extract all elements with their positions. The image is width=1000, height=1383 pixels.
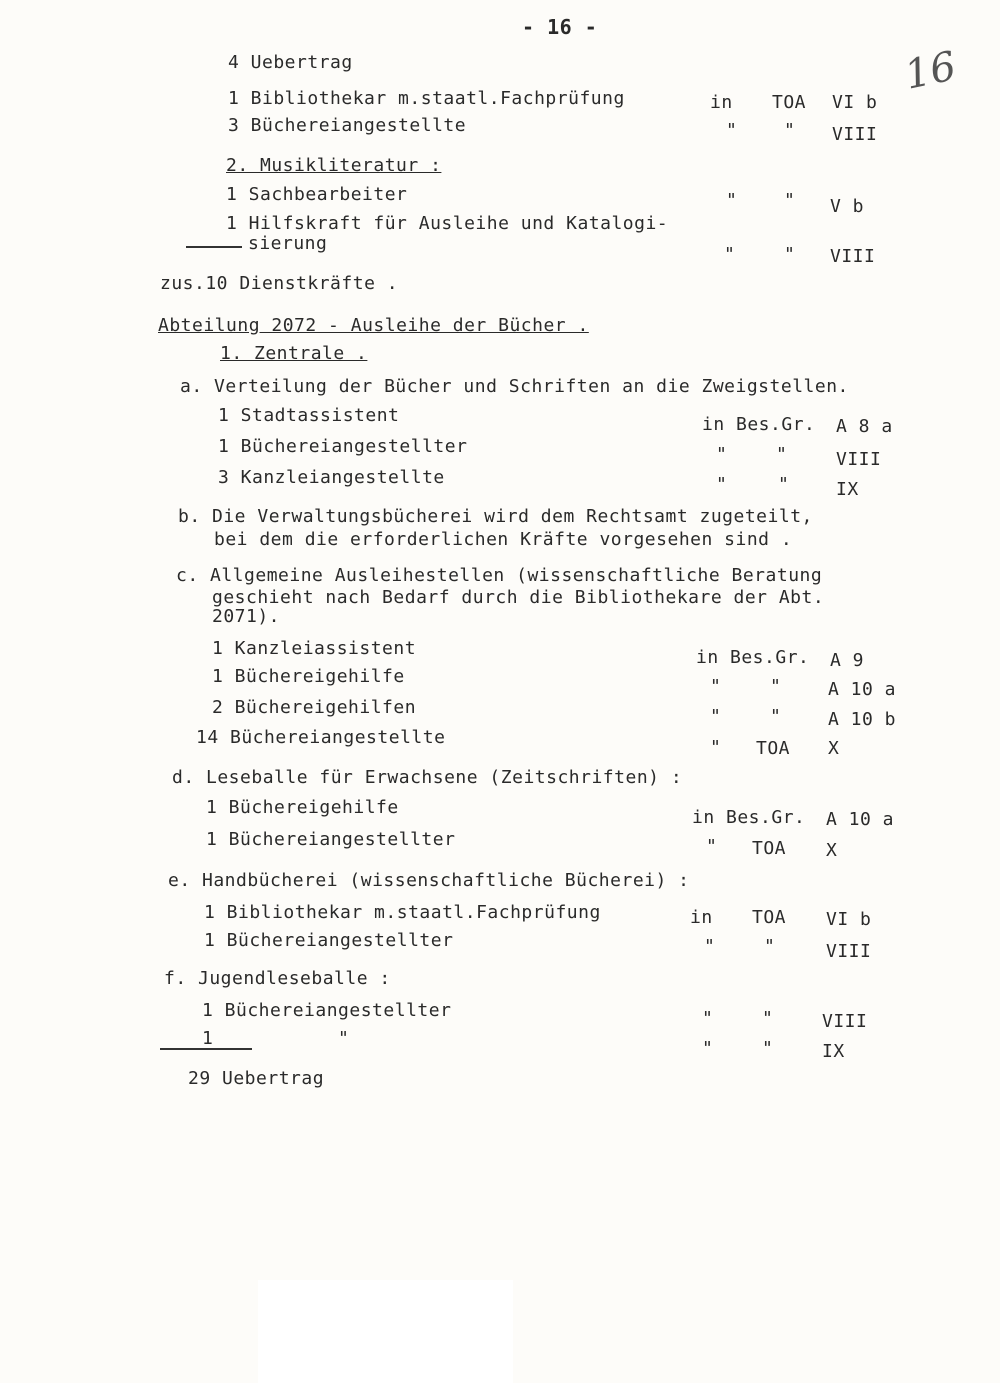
staff-item: 1 Büchereiangestellter xyxy=(218,436,468,457)
total-line: zus.10 Dienstkräfte . xyxy=(160,273,399,294)
staff-item: 1 Sachbearbeiter xyxy=(226,184,408,205)
col-grade: VI b xyxy=(826,909,872,930)
staff-item-continued: sierung xyxy=(248,233,328,254)
col-in: in xyxy=(710,92,733,113)
col-ditto: " xyxy=(784,120,796,141)
section-c-line: 2071). xyxy=(212,606,281,627)
staff-ditto: " xyxy=(338,1028,350,1049)
section-f-title: f. Jugendleseballe : xyxy=(164,968,391,989)
col-grade: IX xyxy=(822,1041,845,1062)
col-toa: TOA xyxy=(752,838,787,859)
col-grade: A 10 a xyxy=(828,679,897,700)
section-e-title: e. Handbücherei (wissenschaftliche Bücherei) : xyxy=(168,870,690,891)
col-grade: X xyxy=(826,840,838,861)
col-grade: VIII xyxy=(836,449,882,470)
col-toa: TOA xyxy=(772,92,807,113)
col-grade: A 10 b xyxy=(828,709,897,730)
col-in: in Bes.Gr. xyxy=(696,647,810,668)
col-ditto: " xyxy=(726,190,738,211)
carry-in-line: 4 Uebertrag xyxy=(228,52,353,73)
col-ditto: " xyxy=(770,706,782,727)
staff-item: 1 Büchereigehilfe xyxy=(212,666,405,687)
staff-item: 1 Bibliothekar m.staatl.Fachprüfung xyxy=(228,88,625,109)
col-in: in xyxy=(690,907,713,928)
staff-item: 1 Kanzleiassistent xyxy=(212,638,417,659)
col-in: in Bes.Gr. xyxy=(692,807,806,828)
staff-item: 1 Stadtassistent xyxy=(218,405,400,426)
col-in: in Bes.Gr. xyxy=(702,414,816,435)
col-ditto: " xyxy=(762,1008,774,1029)
staff-item: 1 Büchereiangestellter xyxy=(204,930,454,951)
col-ditto: " xyxy=(770,676,782,697)
staff-item: 1 xyxy=(202,1028,214,1049)
col-grade: X xyxy=(828,738,840,759)
zentrale-heading: 1. Zentrale . xyxy=(220,343,368,364)
divider-line xyxy=(186,246,242,248)
col-ditto: " xyxy=(764,936,776,957)
col-ditto: " xyxy=(716,474,728,495)
col-ditto: " xyxy=(778,474,790,495)
divider-line xyxy=(160,1048,252,1050)
staff-item: 3 Kanzleiangestellte xyxy=(218,467,445,488)
col-grade: VIII xyxy=(830,246,876,267)
col-ditto: " xyxy=(702,1038,714,1059)
staff-item: 1 Bibliothekar m.staatl.Fachprüfung xyxy=(204,902,601,923)
staff-item: 3 Büchereiangestellte xyxy=(228,115,467,136)
col-ditto: " xyxy=(716,444,728,465)
handwritten-page-number: 16 xyxy=(900,43,961,99)
col-ditto: " xyxy=(776,444,788,465)
col-grade: V b xyxy=(830,196,865,217)
section-a-title: a. Verteilung der Bücher und Schriften an die Zweigstellen. xyxy=(180,376,849,397)
col-grade: VIII xyxy=(832,124,878,145)
col-grade: VIII xyxy=(822,1011,868,1032)
col-ditto: " xyxy=(710,706,722,727)
col-ditto: " xyxy=(704,936,716,957)
col-ditto: " xyxy=(706,836,718,857)
col-grade: VI b xyxy=(832,92,878,113)
staff-item: 1 Büchereigehilfe xyxy=(206,797,399,818)
col-ditto: " xyxy=(762,1038,774,1059)
col-grade: A 10 a xyxy=(826,809,895,830)
staff-item: 2 Büchereigehilfen xyxy=(212,697,417,718)
col-ditto: " xyxy=(724,244,736,265)
col-ditto: " xyxy=(784,190,796,211)
staff-item: 1 Büchereiangestellter xyxy=(206,829,456,850)
col-ditto: " xyxy=(710,676,722,697)
section-d-title: d. Leseballe für Erwachsene (Zeitschriften) : xyxy=(172,767,683,788)
col-grade: VIII xyxy=(826,941,872,962)
col-ditto: " xyxy=(726,120,738,141)
page-number: - 16 - xyxy=(522,15,598,39)
staff-item: 14 Büchereiangestellte xyxy=(196,727,446,748)
carry-out-line: 29 Uebertrag xyxy=(188,1068,325,1089)
col-grade: IX xyxy=(836,479,859,500)
abteilung-heading: Abteilung 2072 - Ausleihe der Bücher . xyxy=(158,315,589,336)
col-ditto: " xyxy=(702,1008,714,1029)
section-c-line: c. Allgemeine Ausleihestellen (wissenschaftliche Beratung xyxy=(176,565,823,586)
blank-area xyxy=(258,1280,513,1383)
section-c-line: geschieht nach Bedarf durch die Bibliothekare der Abt. xyxy=(212,587,825,608)
col-toa: TOA xyxy=(752,907,787,928)
col-ditto: " xyxy=(784,244,796,265)
staff-item: 1 Hilfskraft für Ausleihe und Katalogi- xyxy=(226,213,669,234)
col-toa: TOA xyxy=(756,738,791,759)
section-b-line: b. Die Verwaltungsbücherei wird dem Rechtsamt zugeteilt, xyxy=(178,506,813,527)
section-heading-musik: 2. Musikliteratur : xyxy=(226,155,442,176)
col-ditto: " xyxy=(710,737,722,758)
col-grade: A 8 a xyxy=(836,416,893,437)
staff-item: 1 Büchereiangestellter xyxy=(202,1000,452,1021)
col-grade: A 9 xyxy=(830,650,865,671)
section-b-line: bei dem die erforderlichen Kräfte vorgesehen sind . xyxy=(214,529,793,550)
